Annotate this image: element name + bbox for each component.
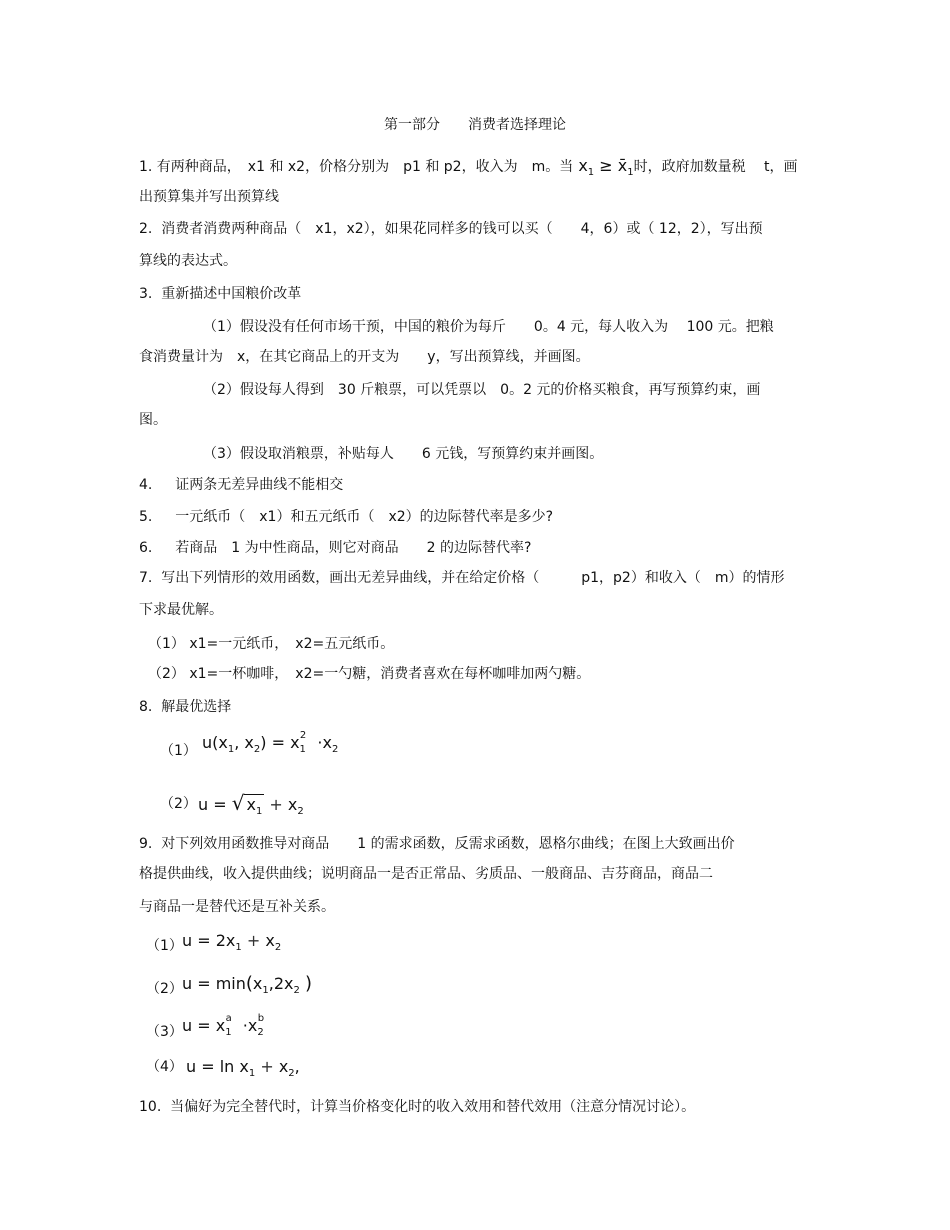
question-9-line-1: 9. 对下列效用函数推导对商品 1 的需求函数，反需求函数，恩格尔曲线；在图上大致画出价 (139, 836, 735, 852)
question-7-item-2: （2） x1=一杯咖啡， x2=一勺糖，消费者喜欢在每杯咖啡加两勺糖。 (148, 666, 591, 682)
question-7-line-2: 下求最优解。 (139, 602, 223, 618)
question-2-line-2: 算线的表达式。 (139, 253, 237, 269)
question-9-formula-2: $u = \min(x_1,2x_2$ ) (182, 973, 312, 997)
question-1-text: 1. 有两种商品， x1 和 x2，价格分别为 p1 和 p2，收入为 m。当 (139, 159, 574, 175)
page-title: 第一部分 消费者选择理论 (384, 117, 566, 133)
question-9-item-4-label: （4） (146, 1059, 183, 1075)
question-6: 6. 若商品 1 为中性商品，则它对商品 2 的边际替代率? (139, 540, 532, 556)
question-3-part-3: （3）假设取消粮票，补贴每人 6 元钱，写预算约束并画图。 (203, 446, 604, 462)
question-8-formula-1: $u(x_1$, $x_2) = x_1^2 \cdot x_2$ (202, 729, 339, 756)
question-5: 5. 一元纸币（ x1）和五元纸币（ x2）的边际替代率是多少? (139, 509, 554, 525)
inline-math: $x_1$ ≥ $x̄_1$ (578, 156, 634, 179)
question-9-line-2: 格提供曲线，收入提供曲线；说明商品一是否正常品、劣质品、一般商品、吉芬商品，商品二 (139, 866, 713, 882)
question-1-line-2: 出预算集并写出预算线 (139, 189, 279, 205)
question-8-item-1-label: （1） (160, 743, 197, 759)
question-3-part-1-line-1: （1）假设没有任何市场干预，中国的粮价为每斤 0。4 元，每人收入为 100 元。把粮 (203, 319, 774, 335)
question-10: 10. 当偏好为完全替代时，计算当价格变化时的收入效用和替代效用（注意分情况讨论）。 (139, 1099, 696, 1115)
question-1-text-tail: 时，政府加数量税 t，画 (633, 159, 798, 175)
question-9-formula-1: $u = 2x_1 + x_2$ (182, 931, 282, 954)
question-9-item-2-label: （2） (146, 981, 183, 997)
question-7-line-1: 7. 写出下列情形的效用函数，画出无差异曲线，并在给定价格（ p1，p2）和收入（ m）的情形 (139, 570, 785, 586)
question-3-part-2-line-1: （2）假设每人得到 30 斤粮票，可以凭票以 0。2 元的价格买粮食，再写预算约束，画 (203, 382, 761, 398)
question-1-line-1 (139, 156, 798, 179)
question-3-part-2-line-2: 图。 (139, 412, 167, 428)
question-9-item-1-label: （1） (146, 938, 183, 954)
question-7-item-1: （1） x1=一元纸币， x2=五元纸币。 (148, 636, 395, 652)
question-9-line-3: 与商品一是替代还是互补关系。 (139, 899, 335, 915)
question-8-heading: 8. 解最优选择 (139, 699, 232, 715)
question-9-formula-3: $u = x_1^a \cdot x_2^b$ (182, 1012, 265, 1039)
question-8-item-2-label: （2） (160, 796, 197, 812)
question-4: 4. 证两条无差异曲线不能相交 (139, 477, 344, 493)
question-9-formula-4: $u = \ln x_1 + x_2$, (186, 1057, 300, 1080)
question-8-formula-2: u = √ $x_1 + x_2$ (198, 791, 304, 818)
question-9-item-3-label: （3） (146, 1024, 183, 1040)
question-3-part-1-line-2: 食消费量计为 x，在其它商品上的开支为 y，写出预算线，并画图。 (139, 349, 590, 365)
question-2-line-1: 2. 消费者消费两种商品（ x1，x2），如果花同样多的钱可以买（ 4，6）或（ 12，2），写出预 (139, 221, 763, 237)
question-3-heading: 3. 重新描述中国粮价改革 (139, 286, 302, 302)
